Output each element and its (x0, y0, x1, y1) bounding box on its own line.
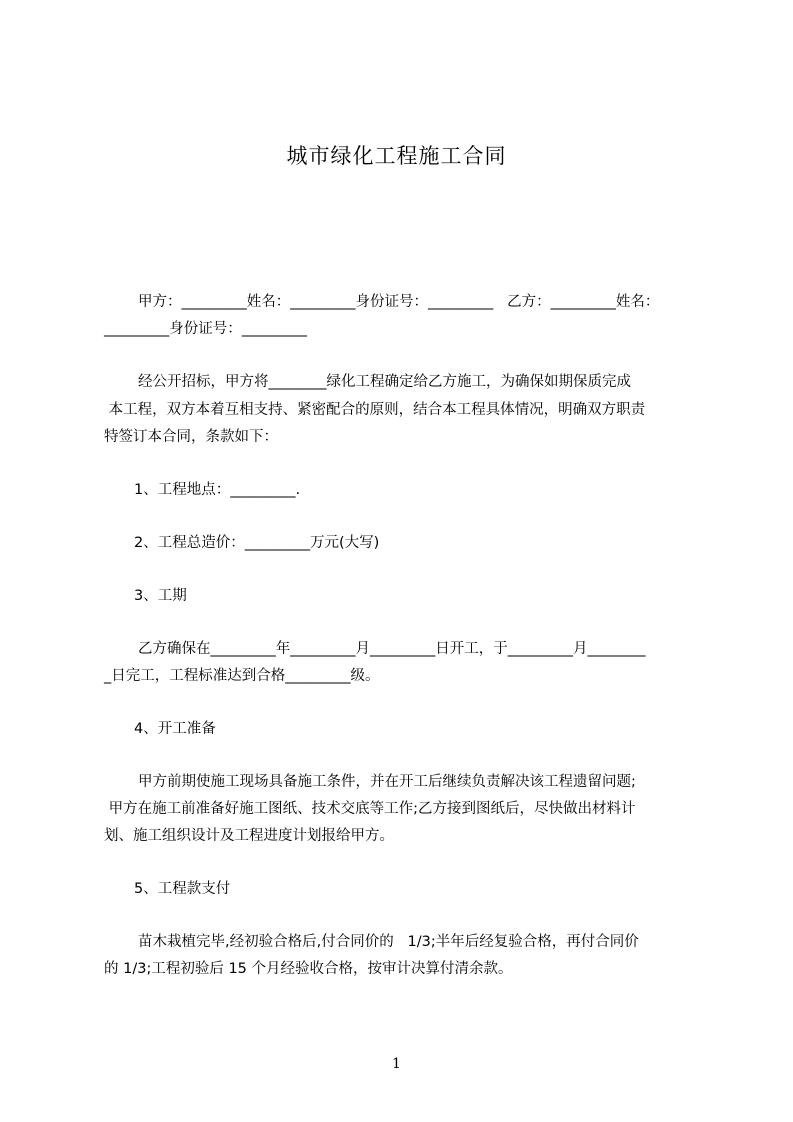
clause-1: 1、工程地点：_________. (134, 482, 301, 498)
intro-line-2: 本工程，双方本着互相支持、紧密配合的原则，结合本工程具体情况，明确双方职责 (104, 402, 646, 418)
clause-4-heading: 4、开工准备 (134, 721, 216, 737)
clause-5-heading: 5、工程款支付 (134, 881, 231, 897)
clause-4-line-3: 划、施工组织设计及工程进度计划报给甲方。 (104, 828, 394, 844)
intro-line-1: 经公开招标，甲方将________绿化工程确定给乙方施工，为确保如期保质完成 (138, 374, 631, 390)
parties-line-1: 甲方：_________姓名：_________身份证号：_________ 乙方：_________姓名： (138, 294, 660, 310)
clause-4-line-2: 甲方在施工前准备好施工图纸、技术交底等工作;乙方接到图纸后，尽快做出材料计 (104, 801, 636, 817)
parties-line-2: _________身份证号：_________ (104, 321, 307, 337)
clause-5-line-1: 苗木栽植完毕,经初验合格后,付合同价的 1/3;半年后经复验合格，再付合同价 (138, 934, 639, 950)
clause-3-line-2: _日完工，工程标准达到合格_________级。 (104, 668, 380, 684)
clause-4-line-1: 甲方前期使施工现场具备施工条件，并在开工后继续负责解决该工程遗留问题; (138, 774, 636, 790)
clause-3-line-1: 乙方确保在_________年_________月_________日开工，于_________月________ (138, 641, 646, 657)
intro-line-3: 特签订本合同，条款如下： (104, 429, 278, 445)
clause-5-line-2: 的 1/3;工程初验后 15 个月经验收合格，按审计决算付清余款。 (104, 961, 513, 977)
clause-2: 2、工程总造价：_________万元(大写) (134, 535, 380, 551)
document-title: 城市绿化工程施工合同 (286, 144, 507, 168)
clause-3-heading: 3、工期 (134, 588, 187, 604)
page-number: 1 (392, 1056, 401, 1072)
